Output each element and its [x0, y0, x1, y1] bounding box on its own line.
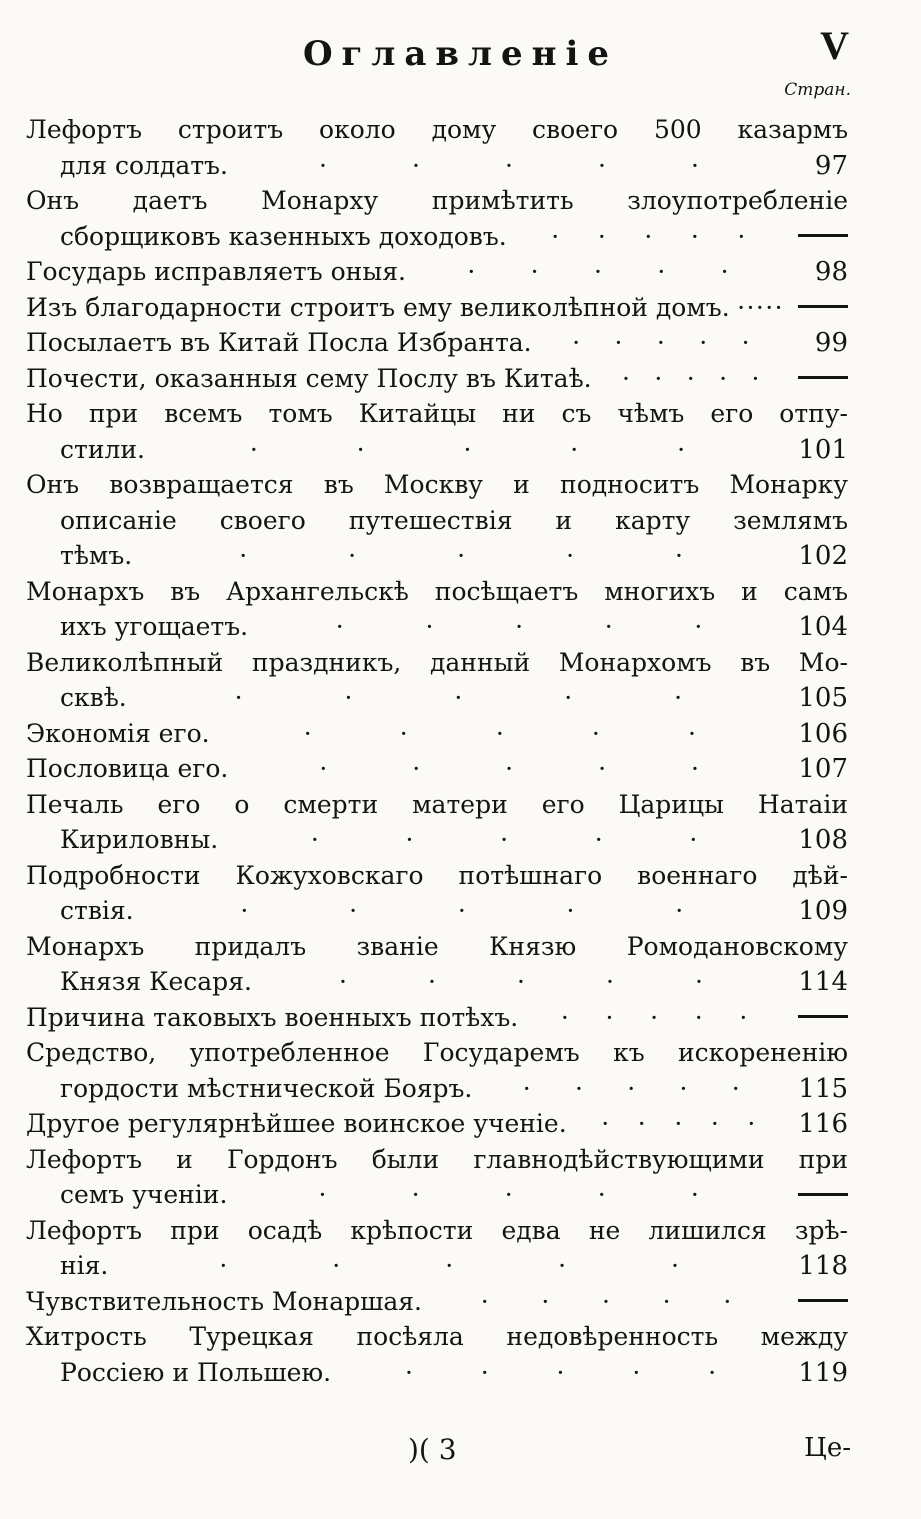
page-number [790, 1001, 848, 1036]
leader-dot: · [405, 825, 414, 854]
toc-entry-line [26, 1284, 848, 1320]
ditto-dash [798, 1193, 848, 1196]
leader-dot: · [694, 612, 703, 641]
toc-entry-line [26, 609, 848, 645]
ditto-dash [798, 234, 848, 237]
leader-dot: · [691, 754, 699, 783]
leader-dot: · [690, 221, 699, 251]
leader-dot: · [239, 541, 248, 570]
leader-dot: · [556, 1357, 565, 1387]
leader-dot: · [480, 1357, 489, 1387]
leader-dot: · [699, 328, 708, 357]
toc-entry-line: Монархъ въ Архангельскѣ посѣщаетъ многихъ и самъ [26, 576, 848, 606]
toc-entry-text: сборщиковъ казенныхъ доходовъ. [60, 221, 507, 251]
leader-dot: · [755, 292, 764, 322]
page-number [790, 220, 848, 255]
leader-dot: · [604, 612, 613, 641]
toc-entry-line [26, 538, 848, 574]
toc-entry [26, 112, 848, 183]
dot-leader [218, 822, 790, 858]
toc-entry-text: для солдатъ. [60, 150, 228, 180]
toc-entry-line [26, 1106, 848, 1142]
page-number: 101 [798, 434, 848, 465]
leader-dot: · [332, 1251, 341, 1280]
catchword: Це- [804, 1433, 851, 1463]
leader-dot: · [690, 1180, 699, 1209]
leader-dot: · [737, 221, 746, 251]
leader-dot: · [694, 1002, 703, 1032]
page-title: Оглавленіе [302, 34, 619, 74]
leader-dot: · [694, 967, 703, 996]
leader-dot: · [463, 434, 472, 464]
leader-dot: · [500, 825, 509, 854]
toc-entry-line [26, 361, 848, 397]
leader-dot: · [710, 1109, 719, 1138]
leader-dot: · [605, 1002, 614, 1032]
toc-entry-line [26, 1355, 848, 1391]
page-column-label: Стран. [784, 80, 851, 100]
dot-leader [331, 1355, 790, 1391]
dot-leader [567, 1106, 790, 1142]
leader-dot: · [627, 1073, 636, 1103]
leader-dot: · [412, 754, 421, 783]
leader-dot: · [495, 718, 504, 748]
leader-dot: · [677, 434, 686, 464]
toc-entry-text: Почести, оказанныя сему Послу въ Китаѣ. [26, 363, 592, 393]
dot-leader [592, 361, 790, 397]
leader-dot: · [644, 221, 653, 251]
toc-entry-line [26, 893, 848, 929]
dot-leader [127, 680, 790, 716]
toc-entry-line: Лефортъ строитъ около дому своего 500 казармъ [26, 115, 848, 144]
leader-dot: · [751, 363, 760, 393]
leader-dot: · [662, 1286, 671, 1316]
leader-dot: · [504, 1180, 513, 1209]
leader-dot: · [457, 541, 466, 570]
toc-entry-line: Хитрость Турецкая посѣяла недовѣренность между [26, 1322, 848, 1351]
toc-entry-text: Причина таковыхъ военныхъ потѣхъ. [26, 1002, 519, 1032]
toc-entry-line [26, 1248, 848, 1284]
toc-entry-text: ствія. [60, 896, 134, 925]
toc-entry [26, 254, 848, 290]
dot-leader [228, 751, 790, 787]
leader-dot: · [675, 541, 683, 570]
leader-dot: · [650, 1002, 659, 1032]
leader-dot: · [593, 257, 602, 286]
leader-dot: · [515, 612, 524, 641]
toc-entry-text: Посылаетъ въ Китай Посла Избранта. [26, 328, 532, 357]
leader-dot: · [737, 292, 746, 322]
toc-entry-line [26, 325, 848, 361]
toc-entry [26, 645, 848, 716]
toc-entry-text: нія. [60, 1251, 109, 1280]
dot-leader [228, 148, 790, 184]
leader-dot: · [720, 257, 729, 286]
leader-dot: · [690, 150, 699, 180]
toc-entry-text: стили. [60, 434, 145, 464]
toc-entry [26, 787, 848, 858]
leader-dot: · [671, 1251, 679, 1280]
toc-entry-line: Подробности Кожуховскаго потѣшнаго военнаго дѣй- [26, 860, 848, 890]
leader-dot: · [566, 896, 575, 925]
leader-dot: · [632, 1357, 641, 1387]
leader-dot: · [746, 292, 755, 322]
ditto-dash [798, 1299, 848, 1302]
toc-entry-line: Онъ даетъ Монарху примѣтить злоупотребленіе [26, 186, 848, 215]
toc-entry [26, 1319, 848, 1390]
page-number: 118 [798, 1251, 848, 1281]
leader-dot: · [480, 1286, 489, 1316]
leader-dot: · [572, 328, 581, 357]
page-number: 119 [798, 1357, 848, 1388]
page-footer [0, 1433, 921, 1473]
page-number: 107 [798, 754, 848, 784]
leader-dot: · [541, 1286, 550, 1316]
page-number: 105 [798, 683, 848, 713]
page-number: 98 [814, 257, 848, 287]
page-number: 99 [814, 328, 848, 358]
leader-dot: · [303, 718, 312, 748]
leader-dot: · [560, 1002, 569, 1032]
leader-dot: · [598, 754, 607, 783]
toc-entry [26, 1284, 848, 1320]
leader-dot: · [719, 363, 728, 393]
toc-entry-line: Печаль его о смерти матери его Царицы Натаіи [26, 789, 848, 819]
toc-entry-line: Великолѣпный праздникъ, данный Монархомъ въ Мо- [26, 647, 848, 677]
dot-leader [406, 254, 790, 290]
toc-entry-text: Изъ благодарности строитъ ему великолѣпной домъ. [26, 292, 730, 322]
page-number: 109 [798, 896, 848, 926]
leader-dot: · [708, 1357, 717, 1387]
toc-entry-line [26, 219, 848, 255]
leader-dot: · [454, 683, 463, 712]
leader-dot: · [605, 967, 614, 996]
leader-dot: · [723, 1286, 732, 1316]
dot-leader [132, 538, 790, 574]
leader-dot: · [504, 150, 513, 180]
leader-dot: · [570, 434, 579, 464]
toc-entry-line: описаніе своего путешествія и карту землямъ [60, 505, 848, 535]
dot-leader [108, 1248, 790, 1284]
ditto-dash [798, 305, 848, 308]
leader-dot: · [344, 683, 353, 712]
toc-entry-line: Лефортъ при осадѣ крѣпости едва не лишился зрѣ- [26, 1215, 848, 1245]
toc-entry-text: Экономія его. [26, 718, 210, 748]
toc-entry-line [26, 290, 848, 326]
toc-entry-line: Онъ возвращается въ Москву и подноситъ Монарку [26, 470, 848, 499]
toc-entry [26, 716, 848, 752]
leader-dot: · [445, 1251, 454, 1280]
toc-entry-line [26, 680, 848, 716]
toc-entry [26, 467, 848, 574]
toc-entry-line [26, 716, 848, 752]
dot-leader [134, 893, 790, 929]
leader-dot: · [594, 825, 603, 854]
page-number [790, 1285, 848, 1320]
page-number: 114 [798, 967, 848, 997]
leader-dot: · [335, 612, 344, 641]
dot-leader [532, 325, 790, 361]
dot-leader [227, 1177, 790, 1213]
page-number [790, 291, 848, 326]
toc-entry-line [26, 254, 848, 290]
leader-dot: · [338, 967, 347, 996]
toc-entry [26, 361, 848, 397]
ditto-dash [798, 376, 848, 379]
toc-entry-text: гордости мѣстнической Бояръ. [60, 1073, 473, 1103]
leader-dot: · [686, 363, 695, 393]
leader-dot: · [318, 150, 327, 180]
leader-dot: · [657, 257, 666, 286]
toc-entry-text: Россіею и Польшею. [60, 1357, 332, 1387]
leader-dot: · [601, 1109, 610, 1138]
dot-leader [210, 716, 790, 752]
toc-entry-text: Кириловны. [60, 825, 219, 854]
leader-dot: · [399, 718, 408, 748]
leader-dot: · [597, 1180, 606, 1209]
leader-dot: · [411, 150, 420, 180]
leader-dot: · [679, 1073, 688, 1103]
toc-entry-line [26, 1000, 848, 1036]
table-of-contents [26, 112, 848, 1390]
leader-dot: · [564, 683, 573, 712]
leader-dot: · [348, 541, 357, 570]
dot-leader [730, 290, 790, 326]
leader-dot: · [240, 896, 249, 925]
toc-entry [26, 290, 848, 326]
toc-entry [26, 751, 848, 787]
toc-entry [26, 1106, 848, 1142]
toc-entry-text: тѣмъ. [60, 541, 133, 570]
toc-entry-text: Государь исправляетъ оныя. [26, 257, 406, 286]
page-number: 108 [798, 825, 848, 855]
leader-dot: · [530, 257, 539, 286]
toc-entry-line [26, 432, 848, 468]
toc-entry-line: Монархъ придалъ званіе Князю Ромодановскому [26, 931, 848, 961]
toc-entry-line: Но при всемъ томъ Китайцы ни съ чѣмъ его отпу- [26, 399, 848, 428]
leader-dot: · [319, 754, 328, 783]
leader-dot: · [614, 328, 623, 357]
leader-dot: · [622, 363, 630, 393]
leader-dot: · [234, 683, 243, 712]
page-number [790, 362, 848, 397]
leader-dot: · [597, 150, 606, 180]
leader-dot: · [674, 683, 683, 712]
dot-leader [507, 219, 790, 255]
toc-entry-line: Лефортъ и Гордонъ были главнодѣйствующими при [26, 1144, 848, 1174]
toc-entry [26, 396, 848, 467]
leader-dot: · [411, 1180, 420, 1209]
toc-entry-line [26, 1177, 848, 1213]
toc-entry-text: ихъ угощаетъ. [60, 612, 249, 641]
dot-leader [252, 964, 790, 1000]
page-number: 102 [798, 541, 848, 571]
toc-entry [26, 183, 848, 254]
leader-dot: · [467, 257, 476, 286]
toc-entry-text: Чувствительность Монаршая. [26, 1286, 422, 1316]
toc-entry [26, 1213, 848, 1284]
leader-dot: · [516, 967, 525, 996]
leader-dot: · [574, 1073, 583, 1103]
leader-dot: · [656, 328, 665, 357]
page-number: 115 [798, 1073, 848, 1104]
leader-dot: · [765, 292, 774, 322]
toc-entry-text: Князя Кесаря. [60, 967, 252, 996]
ditto-dash [798, 1015, 848, 1018]
toc-entry-line: Средство, употребленное Государемъ къ искорененію [26, 1038, 848, 1067]
leader-dot: · [602, 1286, 610, 1316]
toc-entry [26, 1142, 848, 1213]
toc-entry-text: Другое регулярнѣйшее воинское ученіе. [26, 1109, 567, 1138]
leader-dot: · [457, 896, 466, 925]
leader-dot: · [591, 718, 600, 748]
page-number: 116 [798, 1109, 848, 1139]
toc-entry [26, 1000, 848, 1036]
page-number-roman: V [820, 23, 849, 68]
leader-dot: · [747, 1109, 756, 1138]
toc-entry-line [26, 822, 848, 858]
leader-dot: · [687, 718, 696, 748]
page-number: 97 [814, 150, 848, 181]
toc-entry-line [26, 148, 848, 184]
leader-dot: · [522, 1073, 531, 1103]
dot-leader [145, 432, 790, 468]
leader-dot: · [741, 328, 750, 357]
leader-dot: · [356, 434, 365, 464]
leader-dot: · [349, 896, 358, 925]
leader-dot: · [249, 434, 258, 464]
leader-dot: · [731, 1073, 740, 1103]
toc-entry-text: семъ ученіи. [60, 1180, 228, 1209]
toc-entry-line [26, 964, 848, 1000]
leader-dot: · [637, 1109, 646, 1138]
dot-leader [472, 1071, 790, 1107]
leader-dot: · [597, 221, 606, 251]
leader-dot: · [505, 754, 514, 783]
leader-dot: · [689, 825, 698, 854]
toc-entry [26, 858, 848, 929]
leader-dot: · [219, 1251, 228, 1280]
signature-mark: )( 3 [408, 1433, 457, 1466]
toc-entry [26, 1035, 848, 1106]
toc-entry [26, 929, 848, 1000]
dot-leader [248, 609, 790, 645]
leader-dot: · [551, 221, 560, 251]
leader-dot: · [404, 1357, 413, 1387]
leader-dot: · [739, 1002, 748, 1032]
leader-dot: · [566, 541, 575, 570]
page-number [790, 1178, 848, 1213]
leader-dot: · [318, 1180, 327, 1209]
toc-entry-line [26, 751, 848, 787]
leader-dot: · [654, 363, 663, 393]
leader-dot: · [310, 825, 319, 854]
dot-leader [422, 1284, 790, 1320]
leader-dot: · [558, 1251, 567, 1280]
page-number: 106 [798, 718, 848, 749]
toc-entry-line [26, 1071, 848, 1107]
toc-entry [26, 574, 848, 645]
leader-dot: · [427, 967, 436, 996]
leader-dot: · [774, 292, 783, 322]
page-number: 104 [798, 612, 848, 642]
leader-dot: · [425, 612, 434, 641]
toc-entry-text: сквѣ. [60, 683, 127, 712]
leader-dot: · [675, 896, 684, 925]
toc-entry [26, 325, 848, 361]
dot-leader [518, 1000, 790, 1036]
toc-entry-text: Пословица его. [26, 754, 229, 783]
leader-dot: · [674, 1109, 683, 1138]
